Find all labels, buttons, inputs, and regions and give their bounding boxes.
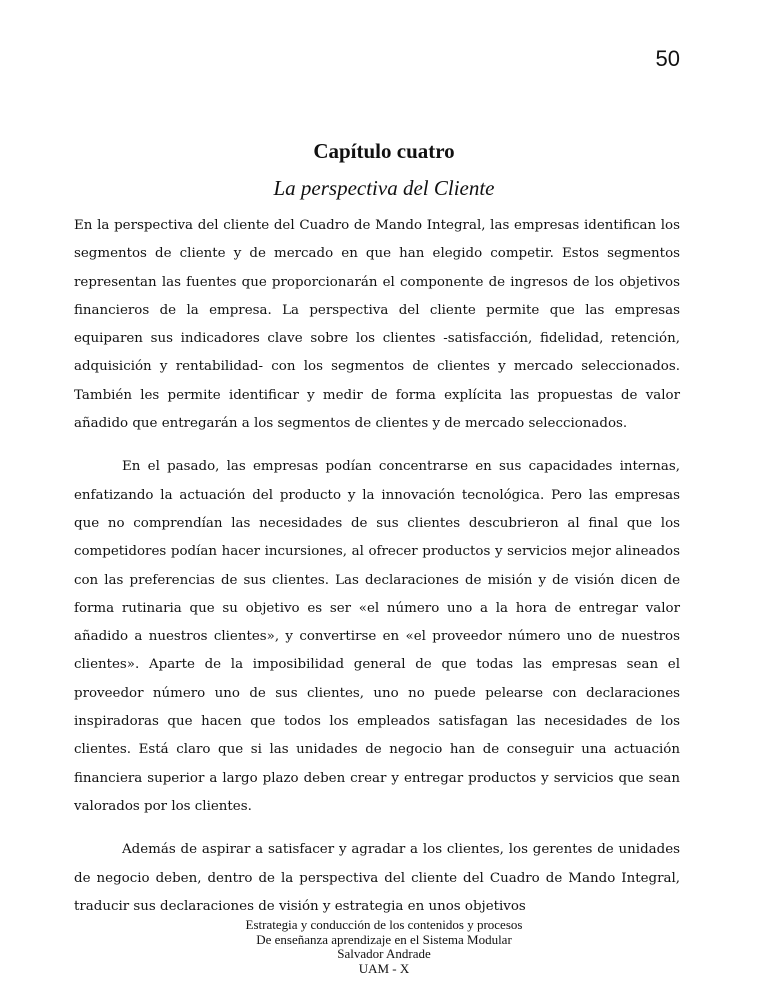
- footer-line: De enseñanza aprendizaje en el Sistema Modular: [256, 931, 512, 947]
- chapter-subtitle: La perspectiva del Cliente: [273, 176, 495, 200]
- paragraph-1: En la perspectiva del cliente del Cuadro de Mando Integral, las empresas identifican los segmentos de cliente y de mercado en que han elegido competir. Estos segmentos representan las fuentes que proporcionarán el componente de ingresos de los objetivos financieros de la empresa. La perspectiva del cliente permite que las empresas equiparen sus indicadores clave sobre los clientes -satisfacción, fidelidad, retención, adquisición y rentabilidad- con los segmentos de clientes y mercado seleccionados. También les permite identificar y medir de forma explícita las propuestas de valor añadido que entregarán a los segmentos de clientes y de mercado seleccionados.: [74, 218, 680, 432]
- body-text: [74, 212, 680, 936]
- footer-line: UAM - X: [358, 960, 410, 976]
- footer-line: Estrategia y conducción de los contenidos y procesos: [245, 917, 523, 932]
- paragraph-3: Además de aspirar a satisfacer y agradar a los clientes, los gerentes de unidades de negocio deben, dentro de la perspectiva del cliente del Cuadro de Mando Integral, traducir sus declaraciones de visión y estrategia en unos objetivos: [74, 842, 680, 914]
- footer-line: Salvador Andrade: [337, 946, 431, 961]
- page-number: 50: [655, 46, 680, 71]
- paragraph-2: En el pasado, las empresas podían concentrarse en sus capacidades internas, enfatizando la actuación del producto y la innovación tecnológica. Pero las empresas que no comprendían las necesidades de sus clientes descubrieron al final que los competidores podían hacer incursiones, al ofrecer productos y servicios mejor alineados con las preferencias de sus clientes. Las declaraciones de misión y de visión dicen de forma rutinaria que su objetivo es ser «el número uno a la hora de entregar valor añadido a nuestros clientes», y convertirse en «el proveedor número uno de nuestros clientes». Aparte de la imposibilidad general de que todas las empresas sean el proveedor número uno de sus clientes, uno no puede pelearse con declaraciones inspiradoras que hacen que todos los empleados satisfagan las necesidades de los clientes. Está claro que si las unidades de negocio han de conseguir una actuación financiera superior a largo plazo deben crear y entregar productos y servicios que sean valorados por los clientes.: [74, 459, 680, 814]
- chapter-title: Capítulo cuatro: [313, 139, 455, 163]
- page-footer: [0, 918, 768, 976]
